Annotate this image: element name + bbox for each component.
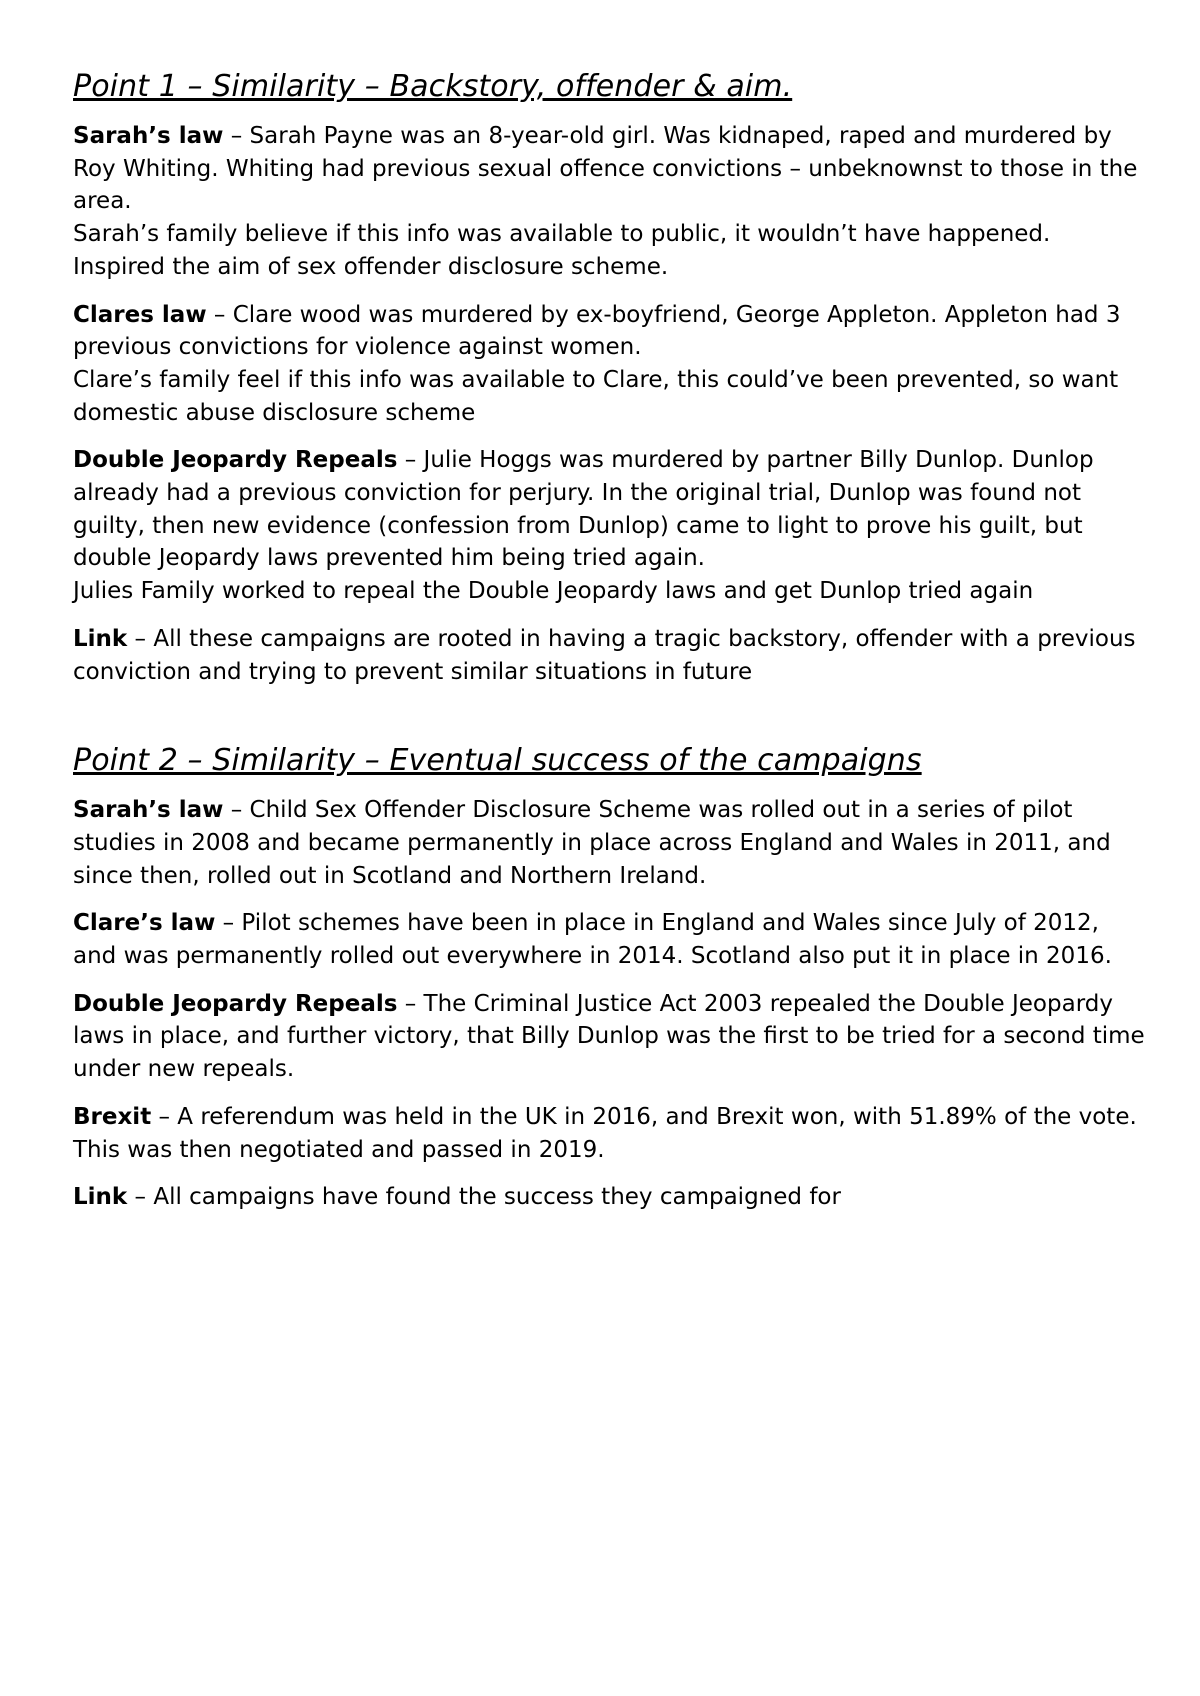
paragraph-text: – All campaigns have found the success they campaigned for — [127, 1184, 841, 1211]
paragraph-line: Sarah’s family believe if this info was available to public, it wouldn’t have happened. Inspired the aim of sex offender disclosure scheme. — [73, 221, 1051, 280]
paragraph-clares-law — [73, 299, 1148, 430]
section-point-1 — [73, 66, 1148, 688]
paragraph-term: Double Jeopardy Repeals — [73, 447, 398, 474]
paragraph-line — [73, 623, 1148, 688]
paragraph-text: – All these campaigns are rooted in having a tragic backstory, offender with a previous conviction and trying to prevent similar situations in future — [73, 625, 1136, 685]
section-point-2 — [73, 740, 1148, 1214]
paragraph-term: Clare’s law — [73, 910, 216, 937]
paragraph-clares-law — [73, 907, 1148, 972]
paragraph-line — [73, 444, 1148, 575]
paragraph-term: Link — [73, 625, 128, 652]
paragraph-line — [73, 120, 1148, 218]
document-page — [73, 66, 1148, 1229]
paragraph-line: Julies Family worked to repeal the Double Jeopardy laws and get Dunlop tried again — [73, 578, 1034, 605]
paragraph-brexit — [73, 1101, 1148, 1166]
paragraph-double-jeopardy — [73, 444, 1148, 608]
paragraph-term: Sarah’s law — [73, 123, 224, 149]
paragraph-text: – Clare wood was murdered by ex-boyfriend, George Appleton. Appleton had 3 previous convictions for violence against women. — [73, 301, 1121, 361]
paragraph-line — [73, 907, 1148, 972]
paragraph-sarahs-law — [73, 120, 1148, 284]
paragraph-line — [73, 1101, 1148, 1166]
paragraph-text: – The Criminal Justice Act 2003 repealed the Double Jeopardy laws in place, and further victory, that Billy Dunlop was the first to be tried for a second time under new repeals. — [73, 990, 1145, 1083]
paragraph-line — [73, 299, 1148, 364]
paragraph-term: Sarah’s law — [73, 797, 224, 824]
paragraph-text: – A referendum was held in the UK in 2016, and Brexit won, with 51.89% of the vote. This was then negotiated and passed in 2019. — [73, 1103, 1137, 1163]
paragraph-text: – Pilot schemes have been in place in England and Wales since July of 2012, and was permanently rolled out everywhere in 2014. Scotland also put it in place in 2016. — [73, 910, 1112, 970]
paragraph-line: Clare’s family feel if this info was available to Clare, this could’ve been prevented, so want domestic abuse disclosure scheme — [73, 366, 1119, 426]
paragraph-sarahs-law — [73, 794, 1148, 892]
paragraph-term: Double Jeopardy Repeals — [73, 990, 398, 1017]
paragraph-text: – Julie Hoggs was murdered by partner Billy Dunlop. Dunlop already had a previous conviction for perjury. In the original trial, Dunlop was found not guilty, then new evidence (confession from Dunlop) came to light to prove his guilt, but double Jeopardy laws prevented him being tried again. — [73, 447, 1094, 572]
paragraph-term: Link — [73, 1184, 128, 1211]
paragraph-link — [73, 1181, 1148, 1214]
paragraph-line — [73, 988, 1148, 1086]
paragraph-line — [73, 794, 1148, 892]
paragraph-text: – Sarah Payne was an 8-year-old girl. Was kidnaped, raped and murdered by Roy Whiting. Whiting had previous sexual offence convictions – unbeknownst to those in the area. — [73, 123, 1138, 215]
section-heading: Point 1 – Similarity – Backstory, offender & aim. — [73, 69, 793, 104]
paragraph-text: – Child Sex Offender Disclosure Scheme was rolled out in a series of pilot studies in 2008 and became permanently in place across England and Wales in 2011, and since then, rolled out in Scotland and Northern Ireland. — [73, 797, 1111, 889]
paragraph-term: Clares law — [73, 301, 207, 328]
paragraph-line — [73, 1181, 1148, 1214]
paragraph-double-jeopardy — [73, 988, 1148, 1086]
paragraph-term: Brexit — [73, 1103, 152, 1130]
paragraph-link — [73, 623, 1148, 688]
section-heading: Point 2 – Similarity – Eventual success of the campaigns — [73, 743, 922, 779]
